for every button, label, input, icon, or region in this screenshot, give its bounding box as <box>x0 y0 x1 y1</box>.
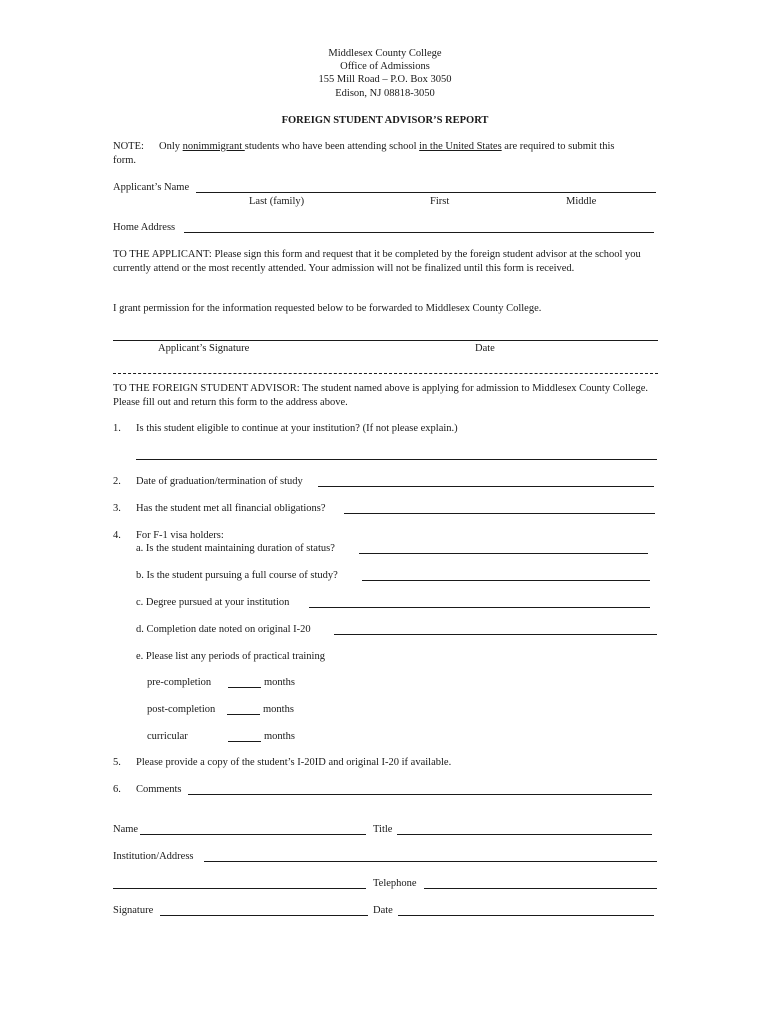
q4e-text: e. Please list any periods of practical training <box>136 651 325 662</box>
middle-name-caption: Middle <box>566 196 597 207</box>
q3-text: Has the student met all financial obligations? <box>136 503 326 514</box>
q2-number: 2. <box>113 476 121 487</box>
post-completion-label: post-completion <box>147 704 216 715</box>
q1-answer-field[interactable] <box>136 459 657 460</box>
pre-completion-months: months <box>264 677 295 688</box>
advisor-name-field[interactable] <box>140 834 366 835</box>
advisor-instructions: TO THE FOREIGN STUDENT ADVISOR: The student named above is applying for admission to Middlesex County College. Please fill out and return this form to the address above. <box>113 383 648 408</box>
q4b-text: b. Is the student pursuing a full course of study? <box>136 570 338 581</box>
telephone-field[interactable] <box>424 888 657 889</box>
advisor-date-label: Date <box>373 905 393 916</box>
q6-number: 6. <box>113 784 121 795</box>
q4a-text: a. Is the student maintaining duration of status? <box>136 543 335 554</box>
q5-number: 5. <box>113 757 121 768</box>
institution-address-field[interactable] <box>204 861 657 862</box>
q1-text: Is this student eligible to continue at your institution? (If not please explain.) <box>136 423 458 434</box>
q6-text: Comments <box>136 784 182 795</box>
note-text-end: form. <box>113 155 137 166</box>
section-divider <box>113 373 658 374</box>
advisor-title-field[interactable] <box>397 834 652 835</box>
q2-text: Date of graduation/termination of study <box>136 476 303 487</box>
q4a-answer-field[interactable] <box>359 553 648 554</box>
comments-field[interactable] <box>188 794 652 795</box>
advisor-signature-field[interactable] <box>160 915 368 916</box>
q1-number: 1. <box>113 423 121 434</box>
q3-number: 3. <box>113 503 121 514</box>
last-name-caption: Last (family) <box>249 196 305 207</box>
post-completion-field[interactable] <box>227 714 260 715</box>
office-name: Office of Admissions <box>340 61 430 72</box>
applicant-signature-field[interactable] <box>113 340 658 341</box>
curricular-label: curricular <box>147 731 188 742</box>
applicant-instructions: TO THE APPLICANT: Please sign this form and request that it be completed by the foreign student advisor at the school you currently attend or the most recently attended. Your admission will not be finalized until this form is received. <box>113 249 641 274</box>
first-name-caption: First <box>430 196 450 207</box>
q4b-answer-field[interactable] <box>362 580 650 581</box>
applicant-date-label: Date <box>475 343 495 354</box>
city-address: Edison, NJ 08818-3050 <box>335 88 435 99</box>
pre-completion-label: pre-completion <box>147 677 212 688</box>
pre-completion-field[interactable] <box>228 687 261 688</box>
institution-address-field-2[interactable] <box>113 888 366 889</box>
post-completion-months: months <box>263 704 294 715</box>
advisor-title-label: Title <box>373 824 393 835</box>
q5-text: Please provide a copy of the student’s I-20ID and original I-20 if available. <box>136 757 452 768</box>
home-address-field[interactable] <box>184 232 654 233</box>
permission-statement: I grant permission for the information requested below to be forwarded to Middlesex County College. <box>113 303 542 314</box>
curricular-months: months <box>264 731 295 742</box>
college-name: Middlesex County College <box>328 48 442 59</box>
q4-text: For F-1 visa holders: <box>136 530 224 541</box>
note-label: NOTE: <box>113 141 144 152</box>
applicant-signature-label: Applicant’s Signature <box>158 343 250 354</box>
institution-address-label: Institution/Address <box>113 851 194 862</box>
q4d-answer-field[interactable] <box>334 634 657 635</box>
telephone-label: Telephone <box>373 878 417 889</box>
note-text: Only nonimmigrant students who have been attending school in the United States are required to submit this <box>159 141 615 152</box>
form-title: FOREIGN STUDENT ADVISOR’S REPORT <box>281 115 489 126</box>
advisor-signature-label: Signature <box>113 905 154 916</box>
street-address: 155 Mill Road – P.O. Box 3050 <box>318 74 452 85</box>
advisor-name-label: Name <box>113 824 139 835</box>
q4-number: 4. <box>113 530 121 541</box>
q4c-answer-field[interactable] <box>309 607 650 608</box>
applicant-name-label: Applicant’s Name <box>113 182 190 193</box>
applicant-name-field[interactable] <box>196 192 656 193</box>
q4c-text: c. Degree pursued at your institution <box>136 597 290 608</box>
home-address-label: Home Address <box>113 222 176 233</box>
q2-answer-field[interactable] <box>318 486 654 487</box>
curricular-field[interactable] <box>228 741 261 742</box>
q3-answer-field[interactable] <box>344 513 655 514</box>
q4d-text: d. Completion date noted on original I-20 <box>136 624 311 635</box>
advisor-date-field[interactable] <box>398 915 654 916</box>
